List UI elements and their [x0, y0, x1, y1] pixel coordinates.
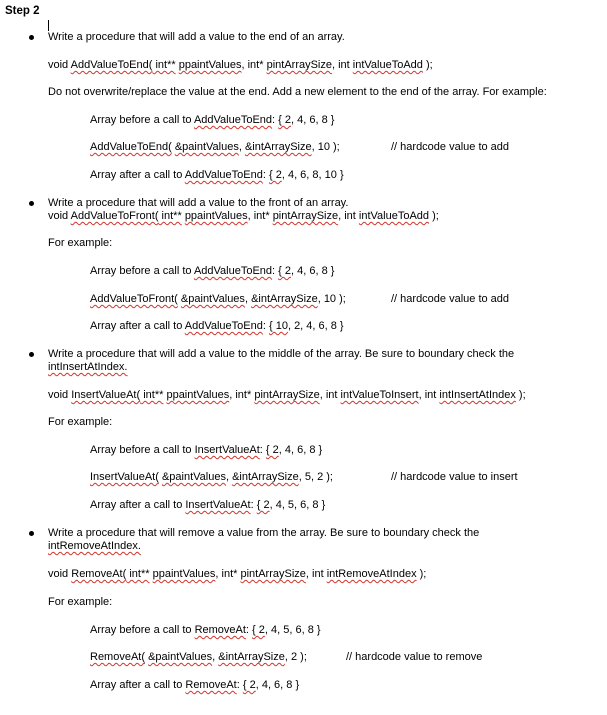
section-4-description-cont: intRemoveAtIndex. [48, 540, 141, 552]
bullet-icon [29, 201, 34, 206]
section-4-description: Write a procedure that will remove a value from the array. Be sure to boundary check the [48, 527, 480, 539]
section-1-array-before: Array before a call to AddValueToEnd: { 2, 4, 6, 8 } [90, 114, 335, 126]
section-4-example-call: RemoveAt( &paintValues, &intArraySize, 2 ); [90, 651, 307, 663]
section-2-signature: void AddValueToFront( int** ppaintValues, int* pintArraySize, int intValueToAdd ); [48, 210, 439, 222]
section-1-description: Write a procedure that will add a value to the end of an array. [48, 31, 345, 43]
section-2-description: Write a procedure that will add a value to the front of an array. [48, 197, 349, 209]
section-2-for-example: For example: [48, 237, 113, 249]
section-3-code-comment: // hardcode value to insert [391, 471, 518, 483]
section-3-array-before: Array before a call to InsertValueAt: { 2, 4, 6, 8 } [90, 444, 323, 456]
section-4-signature: void RemoveAt( int** ppaintValues, int* pintArraySize, int intRemoveAtIndex ); [48, 568, 427, 580]
bullet-icon [29, 531, 34, 536]
section-3-array-after: Array after a call to InsertValueAt: { 2, 4, 5, 6, 8 } [90, 499, 326, 511]
bullet-icon [29, 35, 34, 40]
section-3-for-example: For example: [48, 416, 113, 428]
section-1-example-call: AddValueToEnd( &paintValues, &intArraySize, 10 ); [90, 141, 340, 153]
section-2-array-after: Array after a call to AddValueToEnd: { 10, 2, 4, 6, 8 } [90, 320, 344, 332]
section-3-description-cont: intInsertAtIndex. [48, 361, 128, 373]
section-4-array-before: Array before a call to RemoveAt: { 2, 4, 5, 6, 8 } [90, 624, 321, 636]
section-2-example-call: AddValueToFront( &paintValues, &intArraySize, 10 ); [90, 293, 346, 305]
section-4-array-after: Array after a call to RemoveAt: { 2, 4, 6, 8 } [90, 679, 300, 691]
section-1-note: Do not overwrite/replace the value at the end. Add a new element to the end of the array. For example: [48, 86, 547, 98]
section-4-for-example: For example: [48, 596, 113, 608]
text-cursor [48, 20, 49, 31]
bullet-icon [29, 352, 34, 357]
section-1-array-after: Array after a call to AddValueToEnd: { 2, 4, 6, 8, 10 } [90, 169, 344, 181]
section-2-code-comment: // hardcode value to add [391, 293, 510, 305]
section-3-description: Write a procedure that will add a value to the middle of the array. Be sure to boundary check the [48, 348, 515, 360]
step-title: Step 2 [5, 5, 40, 17]
section-4-code-comment: // hardcode value to remove [346, 651, 483, 663]
section-3-example-call: InsertValueAt( &paintValues, &intArraySize, 5, 2 ); [90, 471, 333, 483]
section-3-signature: void InsertValueAt( int** ppaintValues, int* pintArraySize, int intValueToInsert, int intInsertAtIndex ); [48, 389, 526, 401]
section-1-code-comment: // hardcode value to add [391, 141, 510, 153]
section-1-signature: void AddValueToEnd( int** ppaintValues, int* pintArraySize, int intValueToAdd ); [48, 59, 433, 71]
section-2-array-before: Array before a call to AddValueToEnd: { 2, 4, 6, 8 } [90, 265, 335, 277]
